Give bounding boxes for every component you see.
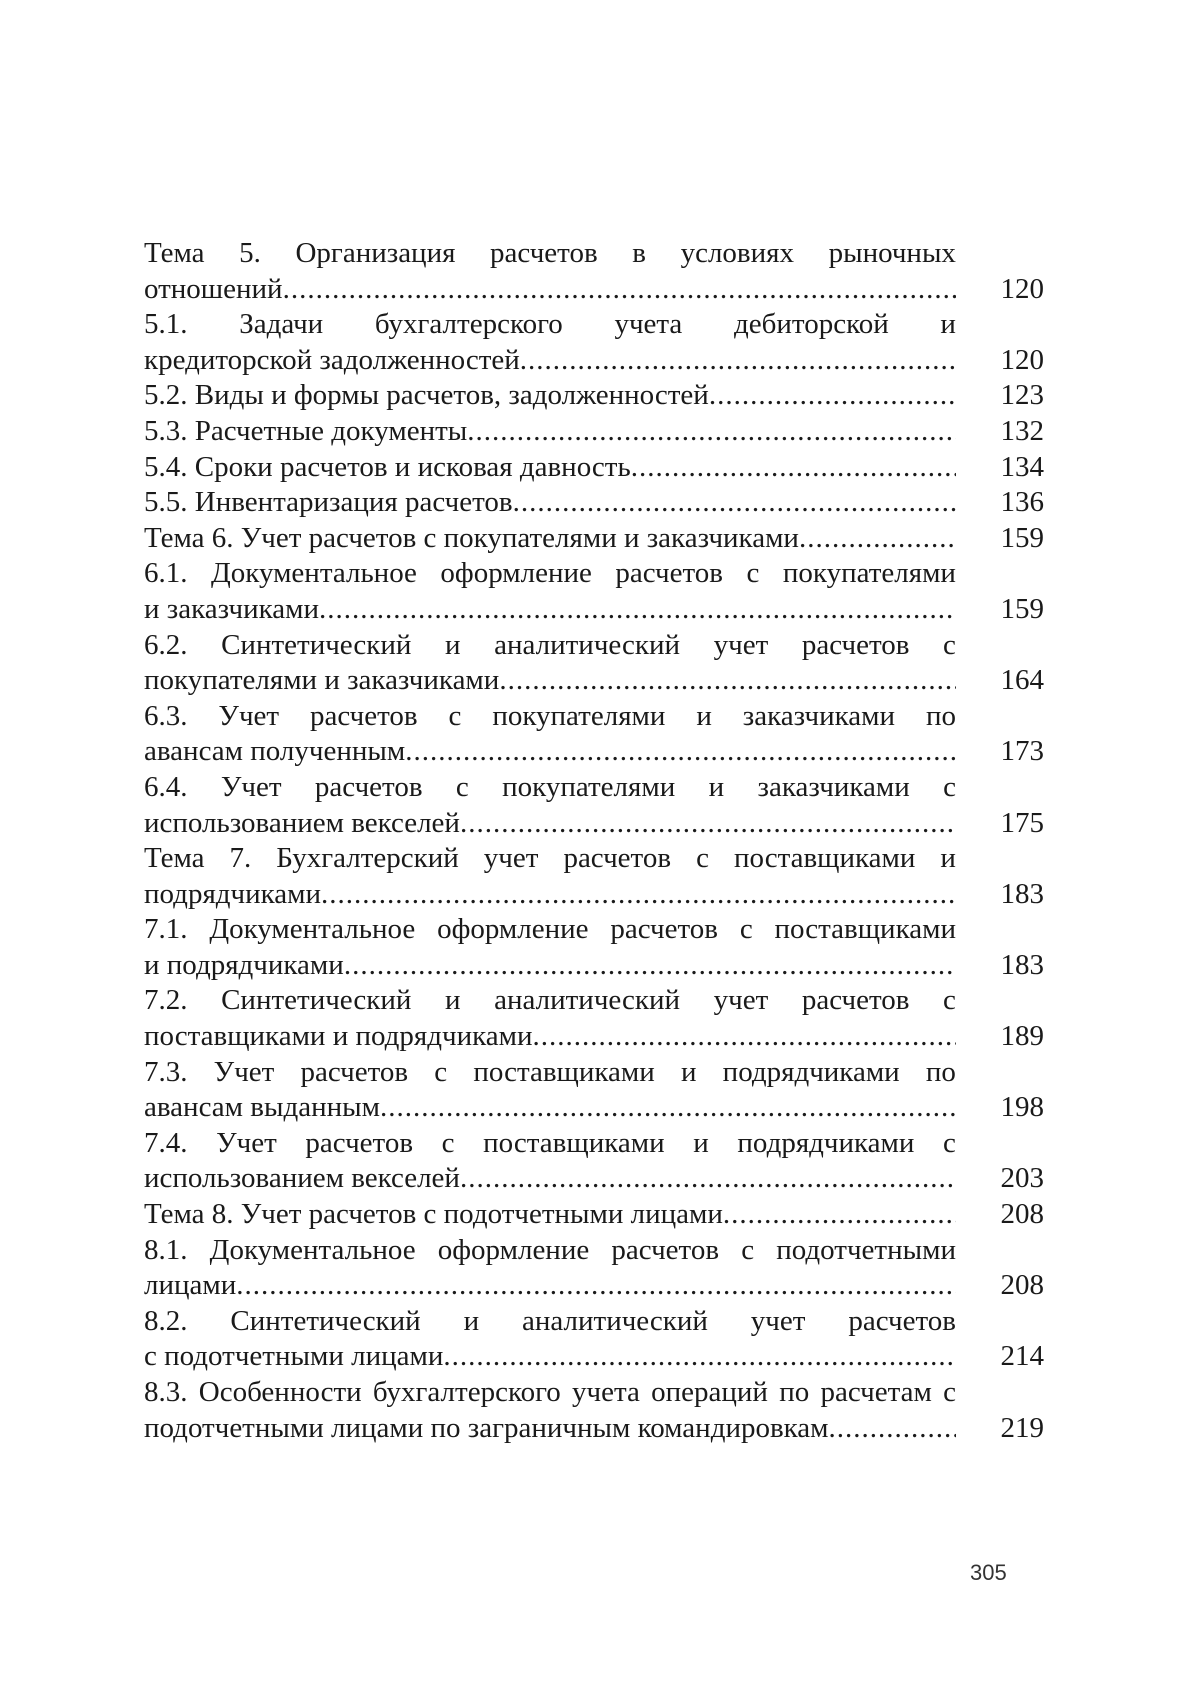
toc-entry: [144, 236, 1044, 307]
dot-leader: [283, 272, 956, 308]
toc-entry-title: [144, 485, 956, 521]
toc-entry-title: [144, 1197, 956, 1233]
toc-page-number: 203: [1000, 1162, 1044, 1195]
toc-title-last-line: [144, 343, 956, 379]
toc-entry-title: [144, 1375, 956, 1446]
toc-page-number: 120: [1000, 272, 1044, 305]
toc-page-number: 183: [1000, 948, 1044, 981]
toc-page-number: 123: [1000, 379, 1044, 412]
toc-page-number: 198: [1000, 1091, 1044, 1124]
toc-entry-title: [144, 450, 956, 486]
toc-title-line: 8.3. Особенности бухгалтерского учета операций по расчетам с: [144, 1376, 956, 1408]
toc-entry-title: [144, 1126, 956, 1197]
toc-title-text: 5.3. Расчетные документы: [144, 414, 468, 447]
toc-title-last-line: [144, 378, 956, 414]
toc-title-text: 5.4. Сроки расчетов и исковая давность: [144, 450, 631, 483]
toc-entry: [144, 414, 1044, 450]
toc-title-last-line: [144, 1339, 956, 1375]
toc-title-line: 8.1. Документальное оформление расчетов с подотчетными: [144, 1233, 956, 1266]
dot-leader: [513, 485, 956, 521]
toc-title-line: Тема 5. Организация расчетов в условиях рыночных: [144, 237, 956, 269]
toc-title-text: использованием векселей: [144, 1162, 460, 1195]
toc-entry-title: [144, 521, 956, 557]
table-of-contents: [144, 236, 1044, 1446]
toc-title-last-line: [144, 1197, 956, 1233]
toc-page-number: 208: [1000, 1198, 1044, 1231]
toc-title-line: 5.1. Задачи бухгалтерского учета дебиторской и: [144, 308, 956, 341]
toc-title-text: 5.5. Инвентаризация расчетов: [144, 486, 513, 519]
dot-leader: [467, 414, 956, 450]
toc-title-line: 7.4. Учет расчетов с поставщиками и подрядчиками с: [144, 1126, 956, 1159]
toc-title-last-line: [144, 806, 956, 842]
toc-title-last-line: [144, 1161, 956, 1197]
toc-title-text: поставщиками и подрядчиками: [144, 1020, 533, 1053]
toc-entry: [144, 378, 1044, 414]
dot-leader: [405, 734, 956, 770]
toc-title-last-line: [144, 414, 956, 450]
toc-entry-title: [144, 378, 956, 414]
toc-title-line: 6.3. Учет расчетов с покупателями и заказчиками по: [144, 699, 956, 732]
toc-title-text: подрядчиками: [144, 877, 322, 910]
toc-entry-title: [144, 770, 956, 841]
toc-entry: [144, 912, 1044, 983]
toc-title-line: 7.3. Учет расчетов с поставщиками и подрядчиками по: [144, 1055, 956, 1088]
toc-page-number: 136: [1000, 486, 1044, 519]
dot-leader: [829, 1411, 956, 1447]
toc-page-number: 175: [1000, 806, 1044, 839]
toc-page-number: 159: [1000, 521, 1044, 554]
toc-page-number: 189: [1000, 1020, 1044, 1053]
dot-leader: [723, 1197, 956, 1233]
toc-title-text: и заказчиками: [144, 592, 319, 625]
toc-entry: [144, 450, 1044, 486]
dot-leader: [499, 663, 956, 699]
dot-leader: [460, 806, 956, 842]
dot-leader: [709, 378, 956, 414]
toc-title-text: авансам полученным: [144, 735, 406, 768]
toc-page-number: 159: [1000, 592, 1044, 625]
toc-title-text: с подотчетными лицами: [144, 1340, 444, 1373]
toc-page-number: 132: [1000, 414, 1044, 447]
toc-entry-title: [144, 912, 956, 983]
dot-leader: [319, 592, 956, 628]
dot-leader: [460, 1161, 956, 1197]
toc-title-last-line: [144, 1411, 956, 1447]
toc-title-line: Тема 7. Бухгалтерский учет расчетов с поставщиками и: [144, 842, 956, 875]
toc-title-last-line: [144, 948, 956, 984]
toc-entry: [144, 521, 1044, 557]
dot-leader: [520, 343, 956, 379]
toc-entry: [144, 1055, 1044, 1126]
toc-entry: [144, 556, 1044, 627]
toc-entry: [144, 1233, 1044, 1304]
dot-leader: [443, 1339, 956, 1375]
toc-title-last-line: [144, 485, 956, 521]
toc-entry: [144, 485, 1044, 521]
toc-title-last-line: [144, 734, 956, 770]
toc-title-text: подотчетными лицами по заграничным командировкам: [144, 1411, 829, 1444]
toc-entry: [144, 1375, 1044, 1446]
dot-leader: [380, 1090, 956, 1126]
toc-title-last-line: [144, 521, 956, 557]
toc-page-number: 164: [1000, 664, 1044, 697]
toc-title-text: 5.2. Виды и формы расчетов, задолженностей: [144, 379, 709, 412]
toc-entry: [144, 1304, 1044, 1375]
toc-page-number: 183: [1000, 877, 1044, 910]
toc-entry-title: [144, 307, 956, 378]
toc-entry-title: [144, 1055, 956, 1126]
toc-title-text: использованием векселей: [144, 806, 460, 839]
toc-page-number: 120: [1000, 343, 1044, 376]
toc-page-number: 173: [1000, 735, 1044, 768]
toc-title-last-line: [144, 877, 956, 913]
dot-leader: [799, 521, 956, 557]
toc-page-number: 219: [1000, 1411, 1044, 1444]
toc-title-last-line: [144, 1268, 956, 1304]
toc-entry-title: [144, 841, 956, 912]
toc-entry: [144, 1126, 1044, 1197]
toc-entry-title: [144, 1233, 956, 1304]
toc-entry: [144, 770, 1044, 841]
toc-entry: [144, 983, 1044, 1054]
toc-page-number: 134: [1000, 450, 1044, 483]
toc-title-text: Тема 8. Учет расчетов с подотчетными лицами: [144, 1198, 723, 1231]
toc-entry-title: [144, 983, 956, 1054]
toc-entry: [144, 628, 1044, 699]
toc-title-text: и подрядчиками: [144, 948, 344, 981]
toc-entry-title: [144, 628, 956, 699]
toc-title-text: авансам выданным: [144, 1091, 380, 1124]
toc-entry: [144, 841, 1044, 912]
toc-title-text: кредиторской задолженностей: [144, 343, 520, 376]
dot-leader: [236, 1268, 956, 1304]
toc-title-line: 7.2. Синтетический и аналитический учет расчетов с: [144, 984, 956, 1017]
toc-entry-title: [144, 1304, 956, 1375]
toc-page-number: 208: [1000, 1269, 1044, 1302]
toc-title-last-line: [144, 1019, 956, 1055]
toc-entry-title: [144, 699, 956, 770]
toc-entry-title: [144, 414, 956, 450]
toc-entry: [144, 307, 1044, 378]
toc-entry: [144, 1197, 1044, 1233]
toc-title-last-line: [144, 663, 956, 699]
toc-title-last-line: [144, 450, 956, 486]
dot-leader: [533, 1019, 957, 1055]
toc-title-line: 6.2. Синтетический и аналитический учет расчетов с: [144, 628, 956, 661]
toc-title-line: 6.4. Учет расчетов с покупателями и заказчиками с: [144, 770, 956, 803]
toc-entry-title: [144, 236, 956, 307]
toc-title-last-line: [144, 1090, 956, 1126]
toc-title-last-line: [144, 272, 956, 308]
toc-title-text: отношений: [144, 272, 283, 305]
toc-title-text: Тема 6. Учет расчетов с покупателями и заказчиками: [144, 521, 799, 554]
dot-leader: [631, 450, 956, 486]
toc-entry-title: [144, 556, 956, 627]
toc-entry: [144, 699, 1044, 770]
dot-leader: [344, 948, 956, 984]
toc-title-line: 7.1. Документальное оформление расчетов с поставщиками: [144, 913, 956, 946]
toc-title-line: 8.2. Синтетический и аналитический учет расчетов: [144, 1304, 956, 1337]
toc-title-text: покупателями и заказчиками: [144, 664, 500, 697]
page-number: 305: [970, 1560, 1007, 1585]
dot-leader: [321, 877, 956, 913]
toc-title-last-line: [144, 592, 956, 628]
toc-title-text: лицами: [144, 1269, 237, 1302]
toc-title-line: 6.1. Документальное оформление расчетов с покупателями: [144, 557, 956, 590]
toc-page-number: 214: [1000, 1340, 1044, 1373]
